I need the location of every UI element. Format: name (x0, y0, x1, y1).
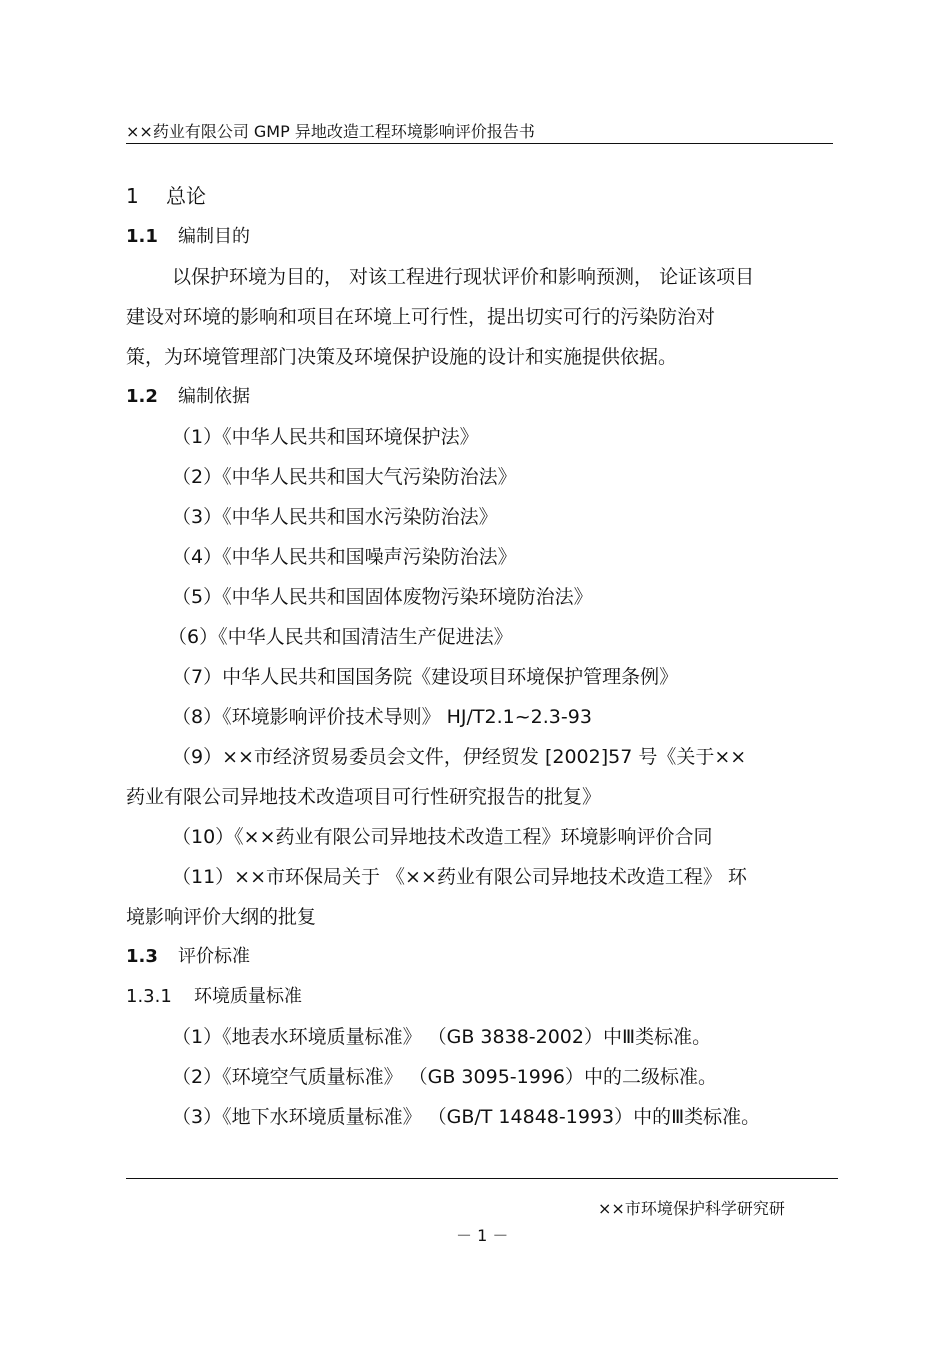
list-item: （7）中华人民共和国国务院《建设项目环境保护管理条例》 (172, 666, 679, 688)
chapter-title: 总论 (166, 184, 206, 208)
list-item: （10）《××药业有限公司异地技术改造工程》环境影响评价合同 (172, 826, 713, 848)
list-item-continuation: 境影响评价大纲的批复 (126, 906, 317, 928)
section-number: 1.2 (126, 386, 158, 407)
chapter-number: 1 (126, 184, 139, 208)
list-item: （1）《地表水环境质量标准》 （GB 3838-2002）中Ⅲ类标准。 (172, 1026, 712, 1048)
list-item: （3）《中华人民共和国水污染防治法》 (172, 506, 498, 528)
list-item: （5）《中华人民共和国固体废物污染环境防治法》 (172, 586, 593, 608)
section-title: 评价标准 (178, 946, 250, 967)
list-item: （6）《中华人民共和国清洁生产促进法》 (168, 626, 513, 648)
list-item: （9）××市经济贸易委员会文件，伊经贸发 [2002]57 号《关于×× (172, 746, 747, 768)
running-header: ××药业有限公司 GMP 异地改造工程环境影响评价报告书 (126, 122, 535, 141)
header-divider (126, 143, 833, 144)
footer-organization: ××市环境保护科学研究研 (598, 1199, 785, 1218)
subsection-heading-1-3-1 (126, 982, 302, 1008)
section-number: 1.3 (126, 946, 158, 967)
list-item: （1）《中华人民共和国环境保护法》 (172, 426, 479, 448)
section-number: 1.1 (126, 226, 158, 247)
paragraph-line: 策，为环境管理部门决策及环境保护设施的设计和实施提供依据。 (126, 346, 678, 368)
section-heading-1-3 (126, 942, 250, 968)
list-item: （8）《环境影响评价技术导则》 HJ/T2.1~2.3-93 (172, 706, 592, 728)
list-item: （2）《中华人民共和国大气污染防治法》 (172, 466, 517, 488)
paragraph-text: 以保护环境为目的， 对该工程进行现状评价和影响预测， 论证该项目 (172, 266, 755, 288)
subsection-title: 环境质量标准 (194, 986, 302, 1007)
section-title: 编制依据 (178, 386, 250, 407)
list-item: （2）《环境空气质量标准》 （GB 3095-1996）中的二级标准。 (172, 1066, 717, 1088)
page-number: － 1 － (456, 1226, 509, 1245)
list-item: （3）《地下水环境质量标准》 （GB/T 14848-1993）中的Ⅲ类标准。 (172, 1106, 761, 1128)
list-item: （11）××市环保局关于 《××药业有限公司异地技术改造工程》 环 (172, 866, 747, 888)
list-item-continuation: 药业有限公司异地技术改造项目可行性研究报告的批复》 (126, 786, 602, 808)
footer-divider (126, 1178, 838, 1179)
subsection-number: 1.3.1 (126, 986, 172, 1007)
section-title: 编制目的 (178, 226, 250, 247)
section-heading-1-1 (126, 222, 250, 248)
section-heading-1-2 (126, 382, 250, 408)
paragraph-line (172, 262, 826, 289)
list-item: （4）《中华人民共和国噪声污染防治法》 (172, 546, 517, 568)
paragraph-line: 建设对环境的影响和项目在环境上可行性，提出切实可行的污染防治对 (126, 306, 716, 328)
chapter-heading (126, 180, 206, 209)
